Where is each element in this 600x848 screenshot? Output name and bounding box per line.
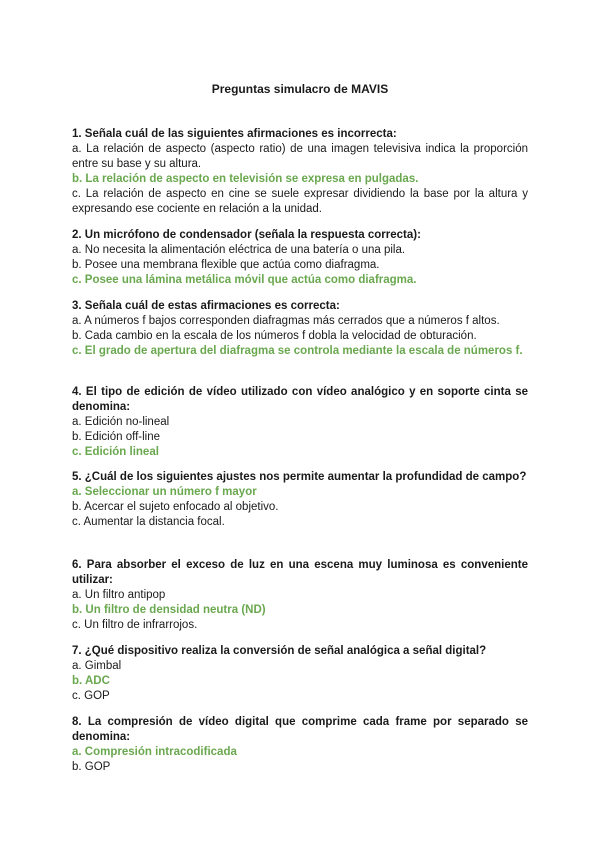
question-4 <box>72 385 528 460</box>
option-correct: b. La relación de aspecto en televisión se expresa en pulgadas. <box>72 173 419 185</box>
option-correct: c. Edición lineal <box>72 446 159 458</box>
option-correct: a. Compresión intracodificada <box>72 746 237 758</box>
option-correct: b. ADC <box>72 675 110 687</box>
question-text: 3. Señala cuál de estas afirmaciones es correcta: <box>72 300 340 312</box>
option: b. Acercar el sujeto enfocado al objetivo. <box>72 501 279 513</box>
option: a. A números f bajos corresponden diafragmas más cerrados que a números f altos. <box>72 315 500 327</box>
option: a. La relación de aspecto (aspecto ratio) de una imagen televisiva indica la proporción entre su base y su altura. <box>72 143 528 170</box>
question-6 <box>72 558 528 633</box>
question-7 <box>72 644 528 704</box>
option: c. Un filtro de infrarrojos. <box>72 619 198 631</box>
question-text: 1. Señala cuál de las siguientes afirmaciones es incorrecta: <box>72 128 397 140</box>
option: b. Cada cambio en la escala de los números f dobla la velocidad de obturación. <box>72 330 477 342</box>
question-8 <box>72 715 528 775</box>
question-text: 8. La compresión de vídeo digital que comprime cada frame por separado se denomina: <box>72 716 528 743</box>
option: c. La relación de aspecto en cine se suele expresar dividiendo la base por la altura y expresando ese cociente en relación a la unidad. <box>72 188 528 215</box>
question-2 <box>72 228 528 288</box>
option: a. Edición no-lineal <box>72 416 170 428</box>
question-text: 6. Para absorber el exceso de luz en una escena muy luminosa es conveniente utilizar: <box>72 559 528 586</box>
question-text: 5. ¿Cuál de los siguientes ajustes nos permite aumentar la profundidad de campo? <box>72 471 527 483</box>
question-text: 2. Un micrófono de condensador (señala la respuesta correcta): <box>72 229 421 241</box>
option-correct: c. El grado de apertura del diafragma se controla mediante la escala de números f. <box>72 345 523 357</box>
option-correct: c. Posee una lámina metálica móvil que actúa como diafragma. <box>72 274 417 286</box>
question-text: 7. ¿Qué dispositivo realiza la conversión de señal analógica a señal digital? <box>72 645 487 657</box>
option-correct: b. Un filtro de densidad neutra (ND) <box>72 604 266 616</box>
option: a. Gimbal <box>72 660 122 672</box>
question-5 <box>72 470 528 530</box>
option: b. Posee una membrana flexible que actúa como diafragma. <box>72 259 380 271</box>
question-3 <box>72 299 528 359</box>
option: a. Un filtro antipop <box>72 589 166 601</box>
option: a. No necesita la alimentación eléctrica de una batería o una pila. <box>72 244 406 256</box>
option-correct: a. Seleccionar un número f mayor <box>72 486 257 498</box>
option: b. GOP <box>72 761 111 773</box>
question-1 <box>72 127 528 217</box>
page-title: Preguntas simulacro de MAVIS <box>211 82 389 96</box>
option: c. Aumentar la distancia focal. <box>72 516 225 528</box>
question-text: 4. El tipo de edición de vídeo utilizado con vídeo analógico y en soporte cinta se denomina: <box>72 386 528 413</box>
option: b. Edición off-line <box>72 431 161 443</box>
option: c. GOP <box>72 690 110 702</box>
